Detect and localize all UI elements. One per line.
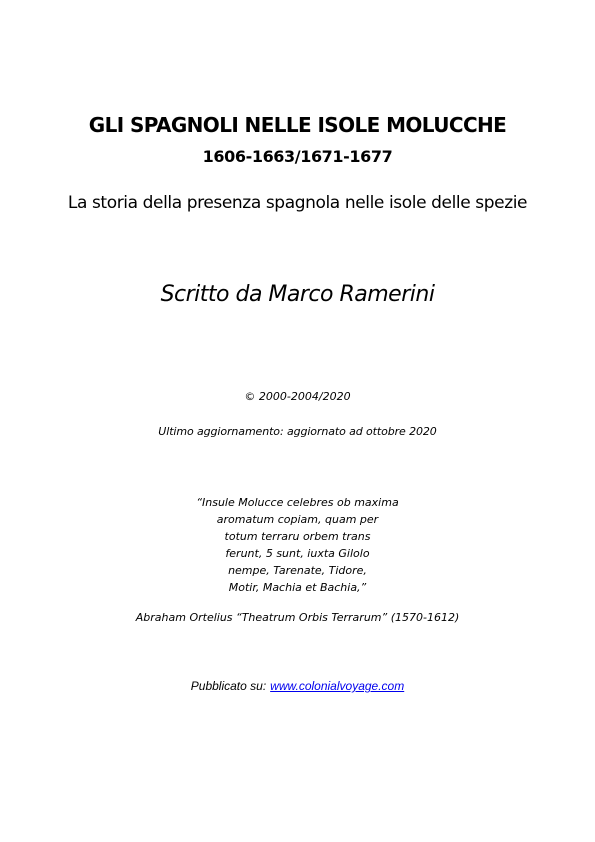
quote-line: “Insule Molucce celebres ob maxima [196, 496, 399, 509]
quote-line: Motir, Machia et Bachia,” [228, 581, 367, 594]
last-update-note: Ultimo aggiornamento: aggiornato ad ottobre 2020 [158, 425, 437, 438]
document-title: GLI SPAGNOLI NELLE ISOLE MOLUCCHE [88, 113, 507, 137]
quote-line: aromatum copiam, quam per [216, 513, 379, 526]
epigraph-quote [0, 494, 595, 596]
document-author: Scritto da Marco Ramerini [160, 282, 435, 307]
quote-line: totum terraru orbem trans [224, 530, 371, 543]
quote-attribution: Abraham Ortelius “Theatrum Orbis Terrarum” (1570-1612) [135, 611, 460, 624]
copyright-notice: © 2000-2004/2020 [244, 390, 351, 403]
document-subtitle: La storia della presenza spagnola nelle isole delle spezie [67, 193, 528, 213]
document-dates: 1606-1663/1671-1677 [202, 147, 393, 166]
published-link[interactable]: www.colonialvoyage.com [270, 679, 405, 693]
published-line [0, 679, 595, 693]
quote-line: nempe, Tarenate, Tidore, [228, 564, 367, 577]
quote-line: ferunt, 5 sunt, iuxta Gilolo [225, 547, 370, 560]
published-label: Pubblicato su: [190, 679, 267, 693]
